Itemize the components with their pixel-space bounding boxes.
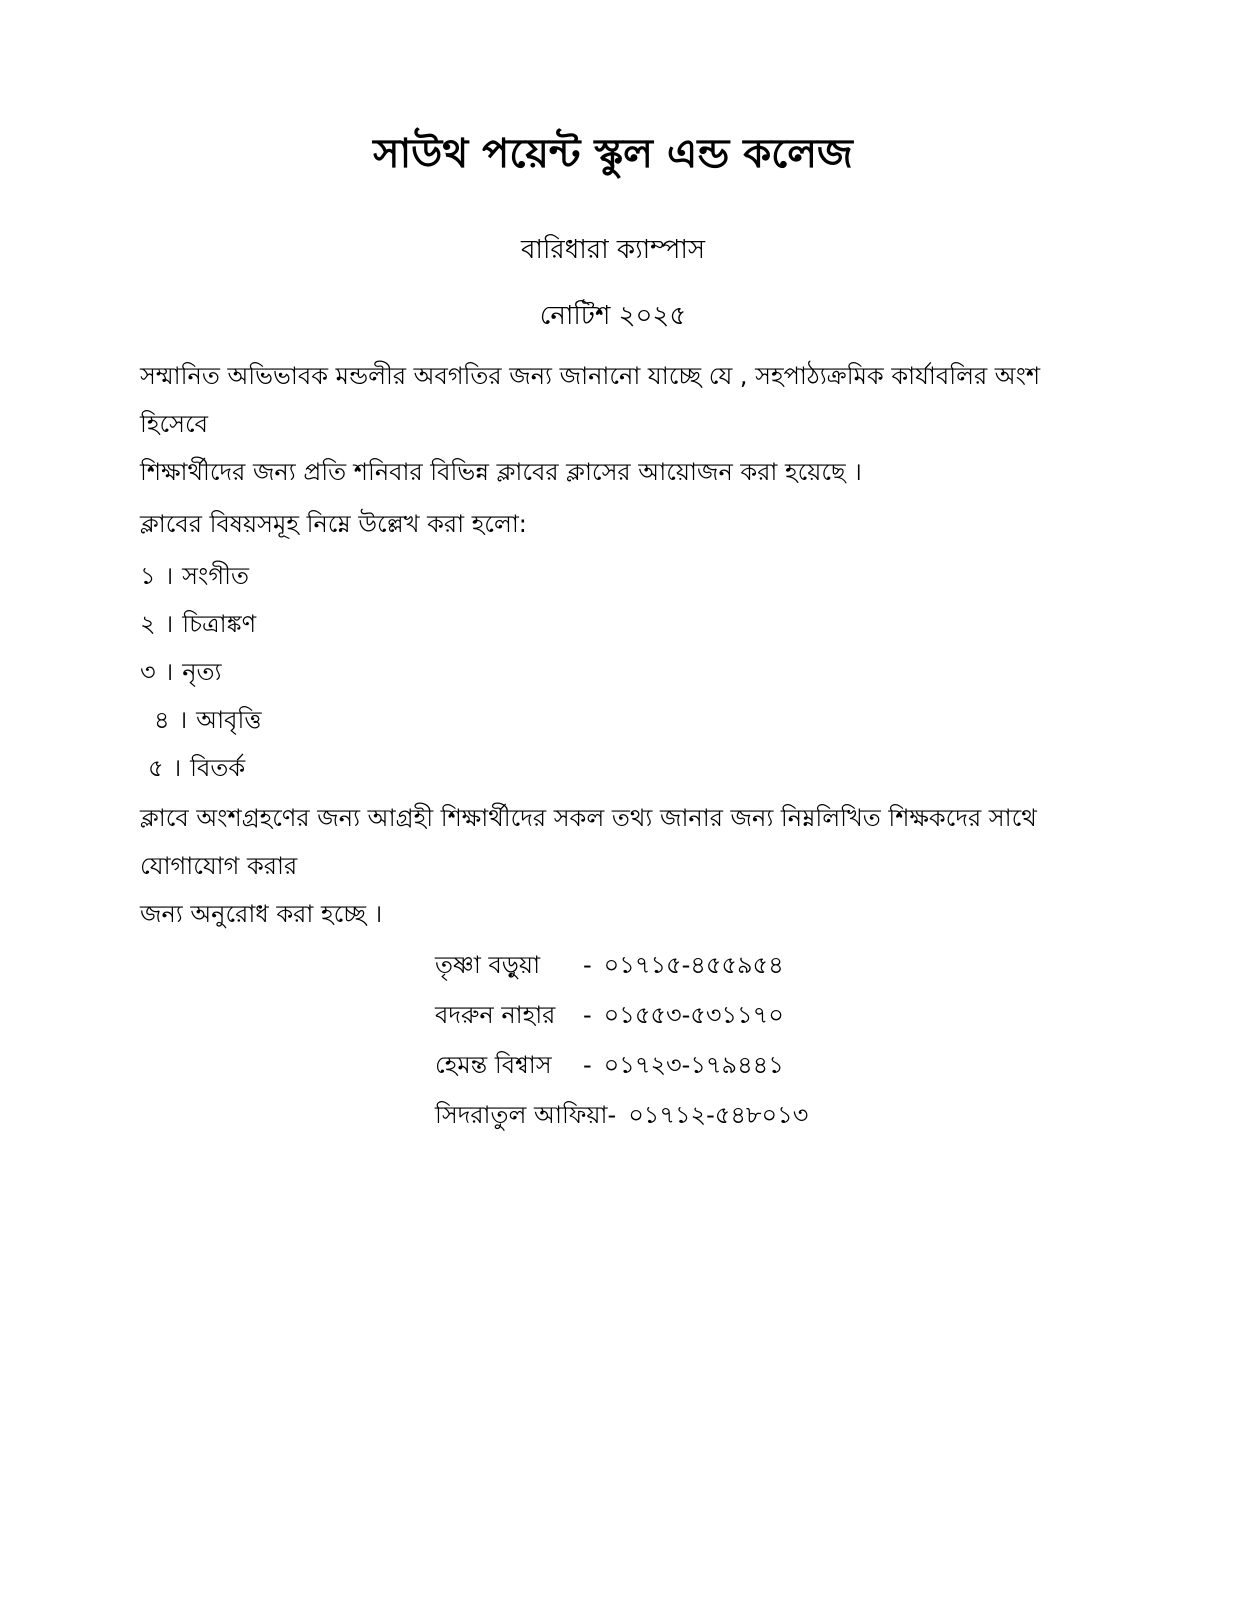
outro-line-1: ক্লাবে অংশগ্রহণের জন্য আগ্রহী শিক্ষার্থীদের সকল তথ্য জানার জন্য নিম্নলিখিত শিক্ষকদের সাথে যোগাযোগ করার bbox=[140, 804, 1037, 880]
danda-separator: । bbox=[164, 610, 174, 638]
teacher-phone: ০১৭১২-৫৪৮০১৩ bbox=[628, 1101, 809, 1129]
outro-paragraph bbox=[140, 794, 1086, 938]
contact-row bbox=[435, 990, 1086, 1040]
teacher-name: সিদরাতুল আফিয়া bbox=[435, 1101, 608, 1129]
outro-line-2: জন্য অনুরোধ করা হচ্ছে । bbox=[140, 900, 383, 928]
club-name: বিতর্ক bbox=[190, 754, 246, 782]
danda-separator: । bbox=[164, 562, 174, 590]
club-number: ৩ bbox=[140, 658, 156, 686]
teacher-phone: ০১৭২৩-১৭৯৪৪১ bbox=[603, 1051, 784, 1079]
dash-separator: - bbox=[583, 951, 592, 979]
club-number: ৪ bbox=[154, 706, 170, 734]
club-name: চিত্রাঙ্কণ bbox=[182, 610, 257, 638]
intro-line-1: সম্মানিত অভিভাবক মন্ডলীর অবগতির জন্য জানানো যাচ্ছে যে , সহপাঠ্যক্রমিক কার্যাবলির অংশ হিসেবে bbox=[140, 362, 1041, 438]
intro-paragraph bbox=[140, 352, 1086, 496]
teacher-phone: ০১৫৫৩-৫৩১১৭০ bbox=[603, 1001, 784, 1029]
club-name: সংগীত bbox=[182, 562, 249, 590]
teacher-name: হেমন্ত বিশ্বাস bbox=[435, 1051, 552, 1079]
contact-row bbox=[435, 1090, 1086, 1140]
contact-row bbox=[435, 1040, 1086, 1090]
club-number: ২ bbox=[140, 610, 156, 638]
campus-subtitle: বারিধারা ক্যাম্পাস bbox=[520, 235, 706, 265]
club-list-item bbox=[140, 648, 1086, 696]
danda-separator: । bbox=[178, 706, 188, 734]
intro-line-2: শিক্ষার্থীদের জন্য প্রতি শনিবার বিভিন্ন ক্লাবের ক্লাসের আয়োজন করা হয়েছে । bbox=[140, 458, 862, 486]
club-list-intro: ক্লাবের বিষয়সমূহ নিম্নে উল্লেখ করা হলো: bbox=[140, 510, 527, 538]
dash-separator: - bbox=[583, 1001, 592, 1029]
club-list-item bbox=[148, 744, 1086, 792]
club-list-item bbox=[140, 600, 1086, 648]
teacher-phone: ০১৭১৫-৪৫৫৯৫৪ bbox=[603, 951, 784, 979]
danda-separator: । bbox=[172, 754, 182, 782]
club-number: ৫ bbox=[148, 754, 164, 782]
club-name: নৃত্য bbox=[182, 658, 222, 686]
teacher-name: বদরুন নাহার bbox=[435, 1001, 556, 1029]
teacher-contact-list bbox=[435, 940, 1086, 1140]
school-title: সাউথ পয়েন্ট স্কুল এন্ড কলেজ bbox=[373, 131, 853, 177]
club-list-item bbox=[154, 696, 1086, 744]
club-list bbox=[140, 552, 1086, 792]
club-name: আবৃত্তি bbox=[196, 706, 262, 734]
teacher-name: তৃষ্ণা বড়ুয়া bbox=[435, 951, 541, 979]
dash-separator: - bbox=[583, 1051, 592, 1079]
contact-row bbox=[435, 940, 1086, 990]
notice-heading: নোটিশ ২০২৫ bbox=[539, 301, 687, 331]
club-number: ১ bbox=[140, 562, 156, 590]
danda-separator: । bbox=[164, 658, 174, 686]
club-list-item bbox=[140, 552, 1086, 600]
dash-separator: - bbox=[607, 1101, 617, 1129]
